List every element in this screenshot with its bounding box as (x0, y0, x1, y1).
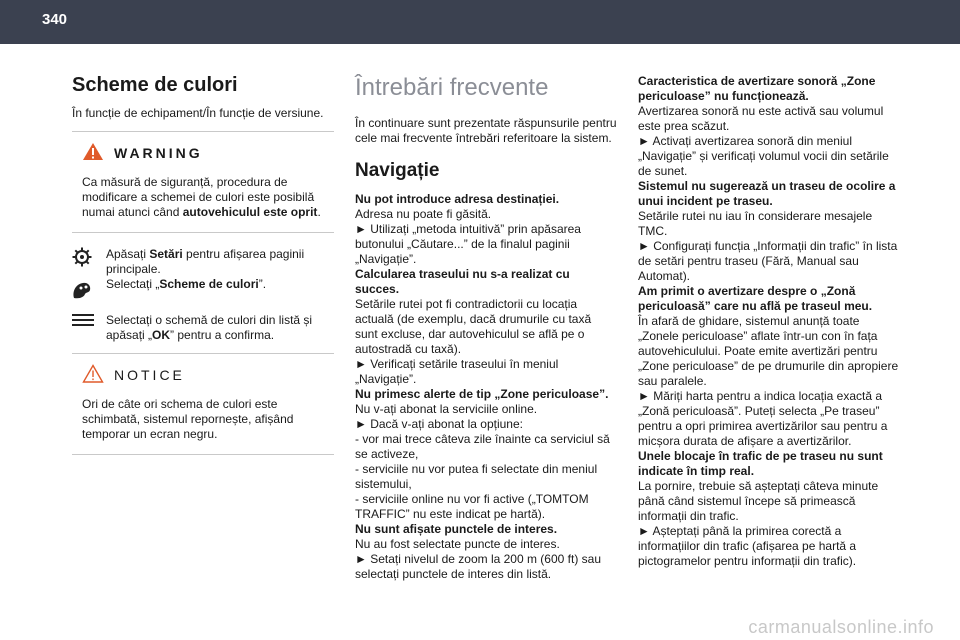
gear-icon (72, 256, 92, 270)
faq-question: Caracteristica de avertizare sonoră „Zone periculoase” nu funcționează. (638, 74, 876, 103)
faq-answer: ► Verificați setările traseului în meniul „Navigație”. (355, 357, 559, 386)
warning-label: WARNING (114, 145, 203, 161)
faq-column-right (638, 74, 900, 569)
faq-answer: ► Activați avertizarea sonoră din meniul „Navigație” și verificați volumul vocii din setările de sunet. (638, 134, 889, 178)
step-select-scheme (72, 313, 334, 343)
faq-question: Unele blocaje în trafic de pe traseu nu sunt indicate în timp real. (638, 449, 883, 478)
faq-answer: Adresa nu poate fi găsită. (355, 207, 492, 221)
warning-text: Ca măsură de siguranță, procedura de modificare a schemei de culori este posibilă numai atunci când autovehiculul este oprit. (82, 175, 321, 219)
faq-answer: ► Așteptați până la primirea corectă a informațiilor din trafic (afișarea pe hartă a pictogramelor pentru informații din trafic). (638, 524, 857, 568)
section-intro: În funcție de echipament/În funcție de versiune. (72, 106, 324, 120)
faq-navigation-list (355, 192, 617, 582)
faq-alerts-list (638, 74, 900, 569)
faq-question: Nu primesc alerte de tip „Zone periculoase”. (355, 387, 609, 401)
faq-question: Calcularea traseului nu s-a realizat cu succes. (355, 267, 570, 296)
faq-answer: - serviciile online nu vor fi active („TOMTOM TRAFFIC” nu este indicat pe hartă). (355, 492, 589, 521)
page-header-bar (0, 0, 960, 49)
faq-question: Nu pot introduce adresa destinației. (355, 192, 560, 206)
warning-icon (82, 142, 104, 165)
faq-title: Întrebări frecvente (355, 74, 549, 101)
notice-label: NOTICE (114, 367, 185, 383)
faq-answer: ► Setați nivelul de zoom la 200 m (600 ft) sau selectați punctele de interes din listă. (355, 552, 601, 581)
step-text: Selectați o schemă de culori din listă și apăsați „OK” pentru a confirma. (106, 313, 313, 342)
faq-answer: Setările rutei pot fi contradictorii cu locația actuală (de exemplu, dacă drumurile cu taxă sunt excluse, dar autovehiculul se află pe o autostradă cu taxă). (355, 297, 592, 356)
faq-answer: - serviciile nu vor putea fi selectate din meniul sistemului, (355, 462, 598, 491)
warning-box (72, 131, 334, 233)
watermark: carmanualsonline.info (748, 617, 934, 637)
step-text: Apăsați Setări pentru afișarea paginii principale. Selectați „Scheme de culori”. (106, 247, 305, 291)
faq-answer: ► Dacă v-ați abonat la opțiune: (355, 417, 523, 431)
faq-column-left (355, 74, 617, 582)
notice-box (72, 353, 334, 455)
navigation-subtitle: Navigație (355, 160, 440, 181)
faq-answer: ► Configurați funcția „Informații din trafic” în lista de setări pentru traseu (Fără, Manual sau Automat). (638, 239, 898, 283)
list-icon (72, 316, 94, 330)
step-open-settings (72, 247, 334, 303)
faq-intro: În continuare sunt prezentate răspunsurile pentru cele mai frecvente întrebări referitoare la sistem. (355, 116, 617, 145)
faq-question: Sistemul nu sugerează un traseu de ocolire a unui incident pe traseu. (638, 179, 896, 208)
palette-icon (72, 281, 94, 303)
faq-answer: Nu au fost selectate puncte de interes. (355, 537, 560, 551)
faq-answer: - vor mai trece câteva zile înainte ca serviciul să se activeze, (355, 432, 610, 461)
faq-answer: Nu v-ați abonat la serviciile online. (355, 402, 538, 416)
faq-question: Nu sunt afișate punctele de interes. (355, 522, 558, 536)
notice-icon (82, 364, 104, 387)
faq-answer: La pornire, trebuie să așteptați câteva minute până când sistemul începe să primească informații din trafic. (638, 479, 879, 523)
faq-question: Am primit o avertizare despre o „Zonă periculoasă” care nu află pe traseul meu. (638, 284, 873, 313)
notice-text: Ori de câte ori schema de culori este schimbată, sistemul repornește, afișând temporar un ecran negru. (82, 397, 294, 441)
faq-answer: Setările rutei nu iau în considerare mesajele TMC. (638, 209, 873, 238)
faq-answer: În afară de ghidare, sistemul anunță toate „Zonele periculoase” aflate într-un con în fața autovehiculului. Poate emite avertizări pentru „Zone periculoase” de pe drumurile din apropiere sau paralele. (638, 314, 899, 388)
page-number: 340 (42, 11, 68, 28)
faq-answer: Avertizarea sonoră nu este activă sau volumul este prea scăzut. (638, 104, 884, 133)
color-schemes-column (72, 74, 334, 469)
section-title: Scheme de culori (72, 74, 238, 96)
faq-answer: ► Măriți harta pentru a indica locația exactă a „Zonă periculoasă”. Puteți selecta „Pe traseu” pentru a opri primirea avertizărilor sau pentru a micșora durata de afișare a avertizărilor. (638, 389, 888, 448)
faq-answer: ► Utilizați „metoda intuitivă” prin apăsarea butonului „Căutare...” de la finalul paginii „Navigație”. (355, 222, 581, 266)
